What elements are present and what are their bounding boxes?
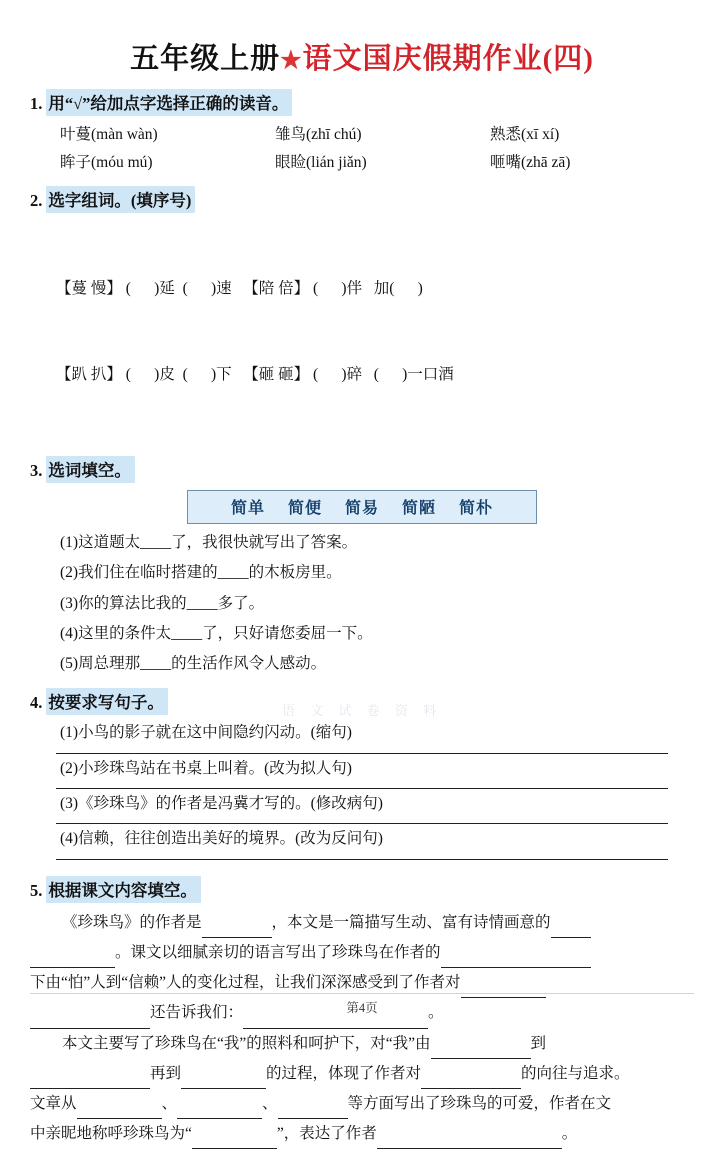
cloze-text: 文章从 <box>30 1094 77 1112</box>
page-number: 第4页 <box>346 1001 378 1015</box>
fill-blank-item[interactable]: (1)这道题太____了，我很快就写出了答案。 <box>60 534 358 552</box>
cloze-text: ，本文是一篇描写生动、富有诗情画意的 <box>271 913 551 931</box>
question-5-body <box>30 908 694 1149</box>
question-1-number: 1. <box>30 94 43 113</box>
fill-blank-item[interactable]: (2)我们住在临时搭建的____的木板房里。 <box>60 564 342 582</box>
sentence-prompt: (3)《珍珠鸟》的作者是冯冀才写的。(修改病句) <box>60 794 383 812</box>
question-3-title: 选词填空。 <box>46 456 135 483</box>
question-2-body <box>30 218 694 447</box>
question-1-heading <box>30 89 694 116</box>
question-4-body <box>30 720 694 859</box>
word-bank <box>187 490 537 524</box>
pinyin-item: 咂嘴(zhā zā) <box>490 153 571 171</box>
cloze-line[interactable] <box>30 908 694 938</box>
word-bank-item: 简易 <box>344 500 379 518</box>
answer-line[interactable] <box>56 788 668 789</box>
pinyin-item: 雏鸟(zhī chú) <box>275 126 362 143</box>
cloze-text: 。 <box>428 1004 444 1022</box>
cloze-text: 的过程，体现了作者对 <box>266 1064 422 1082</box>
answer-line[interactable] <box>56 823 668 824</box>
cloze-text: 《珍珠鸟》的作者是 <box>62 913 202 931</box>
sentence-prompt: (2)小珍珠鸟站在书桌上叫着。(改为拟人句) <box>60 759 352 777</box>
word-bank-item: 简单 <box>230 500 265 518</box>
cloze-text: ”，表达了作者 <box>276 1125 377 1143</box>
question-3-body <box>30 528 694 679</box>
cloze-text: 还告诉我们： <box>150 1004 244 1022</box>
question-2-number: 2. <box>30 190 43 210</box>
cloze-text: 。课文以细腻亲切的语言写出了珍珠鸟在作者的 <box>115 943 441 961</box>
pinyin-item: 眼睑(lián jiǎn) <box>275 153 367 171</box>
cloze-line[interactable] <box>30 1119 694 1149</box>
pinyin-item: 眸子(móu mú) <box>60 153 153 171</box>
page-title <box>30 36 694 77</box>
title-prefix: 五年级上册 <box>130 43 281 75</box>
pinyin-row <box>60 121 694 149</box>
question-4-number: 4. <box>30 693 43 713</box>
fill-char-line[interactable]: 【趴 扒】 ( )皮 ( )下 【砸 砸】 ( )碎 ( )一口酒 <box>56 366 454 384</box>
cloze-text: 等方面写出了珍珠鸟的可爱，作者在文 <box>347 1094 612 1112</box>
question-1-title: 用“√”给加点字选择正确的读音。 <box>46 89 292 116</box>
question-5-number: 5. <box>30 880 43 900</box>
title-main: 语文国庆假期作业(四) <box>302 43 594 75</box>
fill-blank-item[interactable]: (5)周总理那____的生活作风令人感动。 <box>60 655 327 673</box>
question-3-heading <box>30 456 694 483</box>
cloze-text: 的向往与追求。 <box>521 1064 630 1082</box>
cloze-text: 、 <box>262 1094 278 1112</box>
sentence-prompt: (4)信赖，往往创造出美好的境界。(改为反问句) <box>60 830 383 848</box>
cloze-line[interactable] <box>30 1059 694 1089</box>
cloze-text: 下由“怕”人到“信赖”人的变化过程，让我们深深感受到了作者对 <box>30 974 461 992</box>
cloze-line[interactable] <box>30 938 694 968</box>
question-3-number: 3. <box>30 461 43 481</box>
fill-char-line[interactable]: 【蔓 慢】 ( )延 ( )速 【陪 倍】 ( )伴 加( ) <box>56 280 423 298</box>
question-4-title: 按要求写句子。 <box>46 688 168 715</box>
question-5-title: 根据课文内容填空。 <box>46 876 201 903</box>
pinyin-item: 叶蔓(màn wàn) <box>60 126 158 143</box>
cloze-text: 、 <box>161 1094 178 1112</box>
question-4-heading <box>30 688 694 715</box>
question-1-body <box>30 121 694 177</box>
word-bank-item: 简朴 <box>459 500 494 518</box>
pinyin-row <box>60 149 694 177</box>
fill-blank-item[interactable]: (3)你的算法比我的____多了。 <box>60 594 265 612</box>
word-bank-item: 简陋 <box>402 500 437 518</box>
answer-line[interactable] <box>56 859 668 860</box>
question-2-heading <box>30 186 694 213</box>
watermark: 语 文 试 卷 资 料 <box>281 703 443 718</box>
cloze-line[interactable] <box>30 1029 694 1059</box>
question-5-heading <box>30 876 694 903</box>
pinyin-item: 熟悉(xī xí) <box>490 126 560 143</box>
fill-blank-item[interactable]: (4)这里的条件太____了，只好请您委屈一下。 <box>60 624 373 642</box>
cloze-text: 。 <box>561 1125 578 1143</box>
word-bank-item: 简便 <box>287 500 322 518</box>
footer-divider <box>30 993 694 994</box>
cloze-text: 中亲昵地称呼珍珠鸟为“ <box>30 1125 192 1143</box>
cloze-text: 再到 <box>150 1064 182 1082</box>
question-2-title: 选字组词。(填序号) <box>46 186 195 213</box>
sentence-prompt: (1)小鸟的影子就在这中间隐约闪动。(缩句) <box>60 724 352 742</box>
answer-line[interactable] <box>56 753 668 754</box>
cloze-line[interactable] <box>30 1089 694 1119</box>
cloze-text: 到 <box>530 1034 547 1052</box>
cloze-text: 本文主要写了珍珠鸟在“我”的照料和呵护下，对“我”由 <box>62 1034 431 1052</box>
star-icon: ★ <box>280 48 303 74</box>
